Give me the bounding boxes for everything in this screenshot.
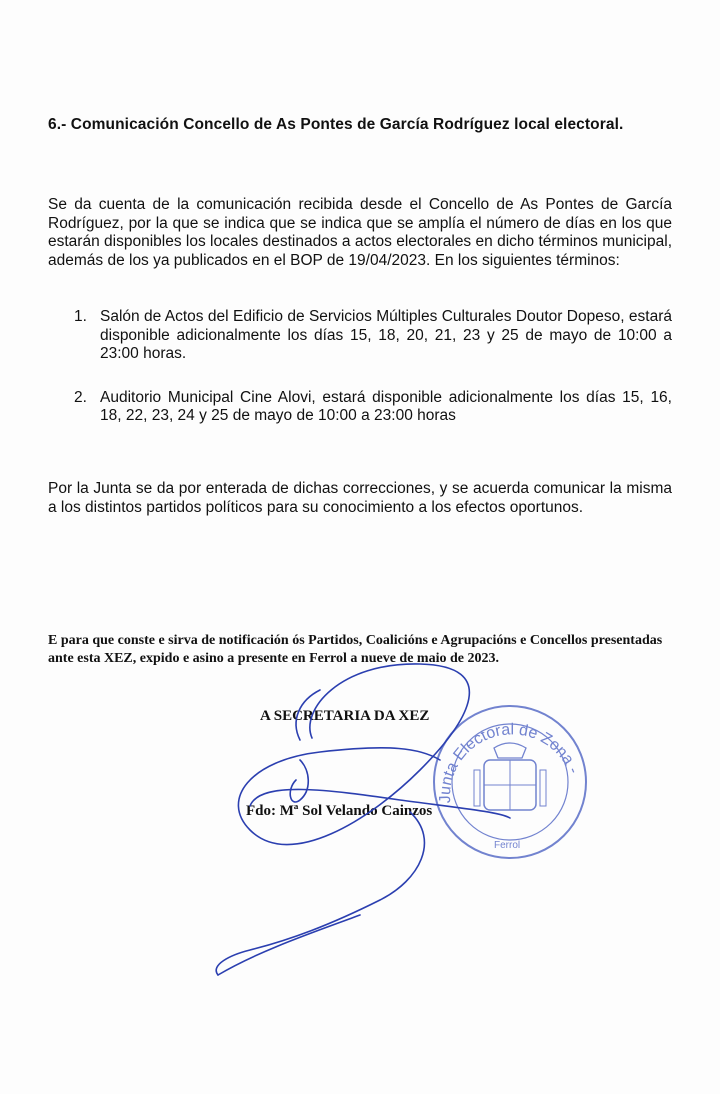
section-heading: 6.- Comunicación Concello de As Pontes de García Rodríguez local electoral. <box>48 116 624 133</box>
list-item-text: Auditorio Municipal Cine Alovi, estará disponible adicionalmente los días 15, 16, 18, 22, 23, 24 y 25 de mayo de 10:00 a 23:00 horas <box>100 388 672 424</box>
venue-list <box>70 308 672 451</box>
list-item-number: 2. <box>74 388 87 406</box>
resolution-paragraph: Por la Junta se da por enterada de dichas correcciones, y se acuerda comunicar la misma a los distintos partidos políticos para su conocimiento a los efectos oportunos. <box>48 480 672 516</box>
coat-of-arms-icon <box>474 743 546 810</box>
signer-name: Fdo: Mª Sol Velando Cainzos <box>246 803 433 819</box>
closing-statement: E para que conste e sirva de notificación ós Partidos, Coalicións e Agrupacións e Concellos presentadas ante esta XEZ, expido e asino a presente en Ferrol a nueve de maio de 2023. <box>48 633 663 666</box>
intro-paragraph: Se da cuenta de la comunicación recibida desde el Concello de As Pontes de García Rodríguez, por la que se indica que se indica que se amplía el número de días en los que estarán disponibles los locales destinados a actos electorales en dicho términos municipal, además de los ya publicados en el BOP de 19/04/2023. En los siguientes términos: <box>48 196 672 269</box>
list-item-text: Salón de Actos del Edificio de Servicios Múltiples Culturales Doutor Dopeso, estará disponible adicionalmente los días 15, 18, 20, 21, 23 y 25 de mayo de 10:00 a 23:00 horas. <box>100 308 672 362</box>
list-item <box>70 308 672 364</box>
stamp-ring-text: Junta Electoral de Zona - <box>436 721 583 804</box>
secretary-title: A SECRETARIA DA XEZ <box>260 708 430 724</box>
list-item <box>70 389 672 426</box>
stamp-city-text: Ferrol <box>494 840 521 851</box>
list-item-number: 1. <box>74 308 87 325</box>
official-stamp <box>434 706 586 858</box>
